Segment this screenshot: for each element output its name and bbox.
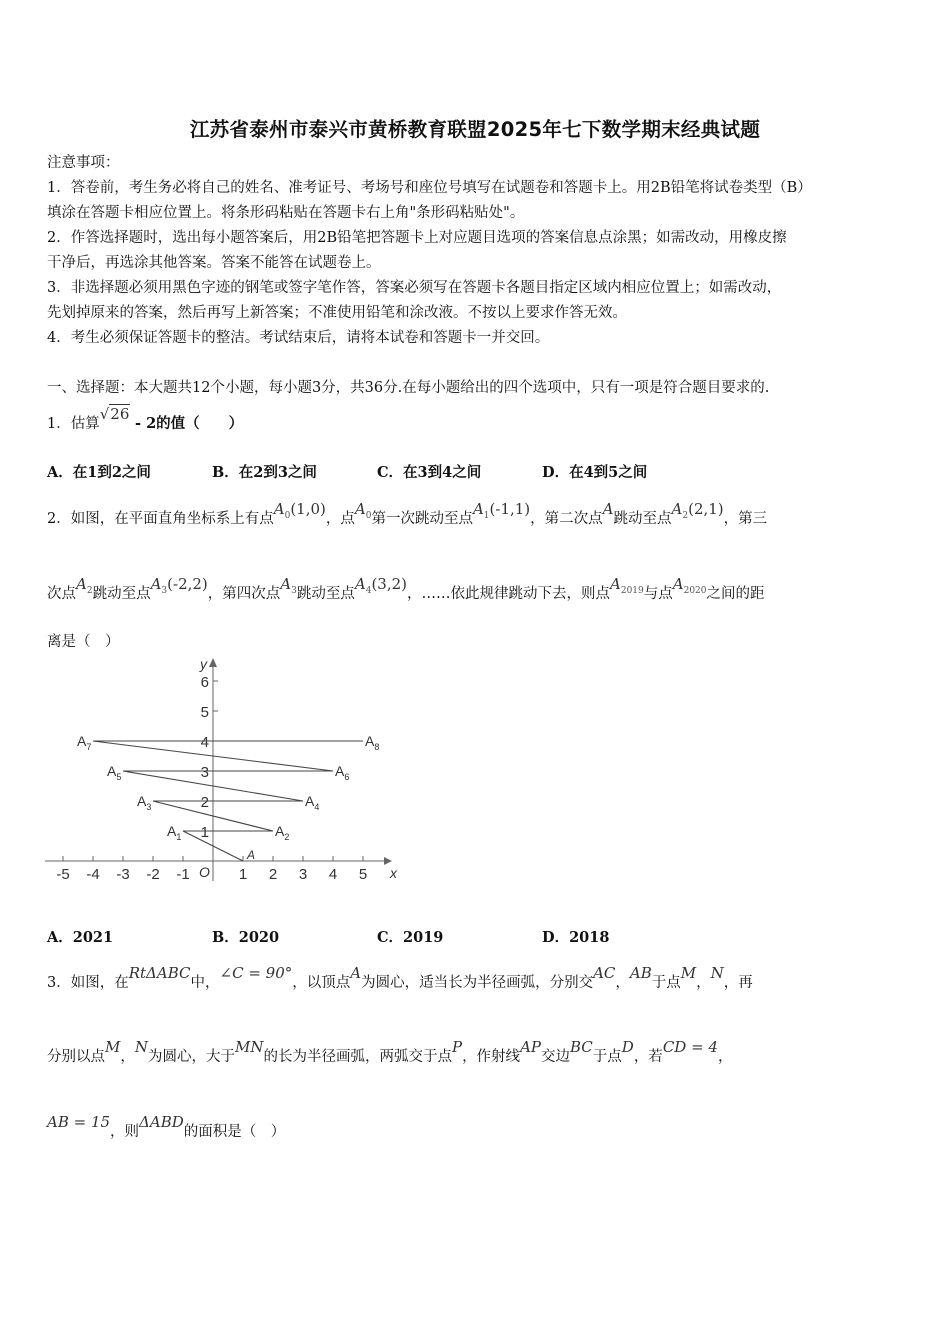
- point-labels: [77, 733, 379, 842]
- q3-text: 为圆心，适当长为半径画弧，分别交: [361, 975, 594, 991]
- q3-text: 的长为半径画弧，两弧交于点: [263, 1049, 452, 1065]
- q2-text: ，第四次点: [207, 586, 281, 602]
- x-tick-label: -2: [146, 866, 160, 883]
- math-letter: A: [472, 500, 484, 518]
- math-expr: AC: [593, 964, 616, 982]
- page-title: 江苏省泰州市泰兴市黄桥教育联盟2025年七下数学期末经典试题: [189, 118, 761, 141]
- math-expr: AB: [629, 964, 652, 982]
- q2-text: 跳动至点: [92, 586, 151, 602]
- math-subscript: 1: [483, 511, 490, 521]
- q2-text: 跳动至点: [613, 511, 672, 527]
- math-subscript: 2: [682, 511, 689, 521]
- math-coords: (2,1): [688, 500, 724, 518]
- math-coords: (1,0): [290, 500, 326, 518]
- q1-prefix: 1．估算: [47, 416, 100, 432]
- notice-line: 2．作答选择题时，选出每小题答案后，用2B铅笔把答题卡上对应题目选项的答案信息点涂黑；如需改动，用橡皮擦: [47, 230, 787, 246]
- sqrt-radicand: 26: [110, 405, 130, 423]
- q2-text: ，……依此规律跳动下去，则点: [407, 586, 611, 602]
- q3-text: ，: [120, 1049, 135, 1065]
- point-letter: A: [77, 733, 87, 749]
- notice-line: 4．考生必须保证答题卡的整洁。考试结束后，请将本试卷和答题卡一并交回。: [47, 330, 550, 346]
- q3-text: 交边: [541, 1049, 570, 1065]
- point-a-label: A: [247, 848, 256, 862]
- math-point: [354, 575, 408, 596]
- question-2-line-3: 离是（ ）: [47, 634, 120, 650]
- coordinate-figure: [40, 656, 400, 888]
- q3-text: 中，: [190, 975, 220, 991]
- y-axis-arrow: [209, 658, 217, 667]
- math-point: [150, 575, 208, 596]
- q1-option-c[interactable]: C．在3到4之间: [377, 464, 482, 481]
- math-point: [672, 575, 707, 596]
- q3-text: 于点: [651, 975, 681, 991]
- point-letter: A: [365, 733, 375, 749]
- math-expr: RtΔABC: [128, 964, 191, 982]
- math-point: [610, 575, 644, 596]
- notice-heading: 注意事项：: [47, 155, 120, 171]
- q3-text: 的面积是（ ）: [183, 1124, 286, 1140]
- math-subscript: 0: [365, 511, 372, 521]
- point-label: [137, 793, 151, 812]
- point-letter: A: [107, 763, 117, 779]
- q2-text: ，点: [325, 511, 355, 527]
- y-tick-label: 3: [200, 764, 209, 781]
- point-subscript: 8: [374, 742, 380, 752]
- point-label: [305, 793, 319, 812]
- point-letter: A: [275, 823, 285, 839]
- q2-text: 第一次跳动至点: [371, 511, 473, 527]
- question-1: [47, 405, 907, 434]
- y-tick-label: 2: [200, 794, 209, 811]
- math-coords: (3,2): [371, 575, 408, 593]
- math-letter: A: [672, 575, 684, 593]
- y-tick-label: 1: [200, 824, 209, 841]
- math-letter: A: [610, 575, 621, 593]
- math-expr: N: [710, 964, 724, 982]
- q3-text: ，: [615, 975, 630, 991]
- origin-label: O: [199, 864, 210, 880]
- q2-option-a[interactable]: A．2021: [47, 929, 114, 946]
- point-subscript: 1: [176, 832, 182, 842]
- q2-text: ，第二次点: [530, 511, 603, 527]
- q2-option-c[interactable]: C．2019: [377, 929, 444, 946]
- q2-text: 2．如图，在平面直角坐标系上有点: [47, 511, 274, 527]
- x-tick-label: 3: [298, 866, 308, 883]
- x-tick-label: -3: [116, 866, 130, 883]
- q3-text: 为圆心，大于: [147, 1049, 235, 1065]
- math-expr: BC: [570, 1038, 593, 1056]
- point-subscript: 6: [344, 772, 350, 782]
- math-letter: A: [354, 575, 366, 593]
- point-subscript: 7: [86, 742, 92, 752]
- sqrt-expression: √26: [99, 405, 130, 423]
- q1-option-a[interactable]: A．在1到2之间: [47, 464, 151, 481]
- question-3-line-1: [47, 964, 907, 993]
- x-tick-label: -1: [176, 866, 190, 883]
- figure-axes: [45, 656, 398, 881]
- figure-ticks: [56, 674, 367, 883]
- q2-text: 与点: [643, 586, 673, 602]
- math-expr: ∠C = 90°: [219, 964, 293, 982]
- x-tick-label: 1: [238, 866, 248, 883]
- q3-text: ，则: [110, 1124, 140, 1140]
- y-axis-label: y: [200, 656, 207, 672]
- math-point: [472, 500, 531, 521]
- q3-text: ，: [717, 1049, 733, 1065]
- q3-text: 于点: [592, 1049, 622, 1065]
- x-tick-label: 5: [358, 866, 368, 883]
- notice-line: 填涂在答题卡相应位置上。将条形码粘贴在答题卡右上角"条形码粘贴处"。: [47, 205, 525, 221]
- notice-line: 1．答卷前，考生务必将自己的姓名、准考证号、考场号和座位号填写在试题卷和答题卡上。用2B铅笔将试卷类型（B）: [47, 180, 812, 196]
- math-letter: A: [354, 500, 366, 518]
- math-expr: M: [105, 1038, 121, 1056]
- question-2-line-1: [47, 500, 907, 531]
- question-3-line-2: [47, 1038, 907, 1067]
- q2-text: 次点: [47, 586, 76, 602]
- math-subscript: 2020: [683, 586, 707, 596]
- math-subscript: 3: [161, 586, 168, 596]
- math-expr: N: [134, 1038, 148, 1056]
- point-label: [167, 823, 181, 842]
- q1-option-d[interactable]: D．在4到5之间: [542, 464, 648, 481]
- math-point: [671, 500, 724, 521]
- math-subscript: 2: [86, 586, 93, 596]
- point-subscript: 5: [116, 772, 122, 782]
- q1-option-b[interactable]: B．在2到3之间: [212, 464, 317, 481]
- point-label: [275, 823, 289, 842]
- q2-option-b[interactable]: B．2020: [212, 929, 280, 946]
- math-expr: M: [680, 964, 697, 982]
- point-letter: A: [167, 823, 177, 839]
- math-expr: ΔABD: [139, 1113, 184, 1131]
- point-label: [107, 763, 121, 782]
- math-point: [76, 575, 93, 596]
- point-label: [77, 733, 91, 752]
- question-2-line-2: [47, 575, 907, 606]
- q3-text: ，若: [633, 1049, 663, 1065]
- math-expr: D: [621, 1038, 634, 1056]
- math-subscript: 3: [291, 586, 297, 596]
- math-letter: A: [76, 575, 87, 593]
- math-point: [280, 575, 297, 596]
- y-tick-label: 6: [200, 674, 209, 691]
- jump-path: [93, 741, 363, 861]
- question-3-line-3: [47, 1113, 907, 1142]
- q3-text: ，作射线: [462, 1049, 521, 1065]
- math-letter: A: [671, 500, 683, 518]
- math-subscript: 0: [284, 511, 291, 521]
- math-expr: A: [350, 964, 362, 982]
- q3-text: 分别以点: [47, 1049, 105, 1065]
- q3-text: 3．如图，在: [47, 975, 129, 991]
- notice-line: 3．非选择题必须用黑色字迹的钢笔或签字笔作答，答案必须写在答题卡各题目指定区域内相应位置上；如需改动，: [47, 280, 782, 296]
- q2-text: ，第三: [723, 511, 768, 527]
- q2-text: 跳动至点: [296, 586, 355, 602]
- x-tick-label: -4: [86, 866, 100, 883]
- section-heading: 一、选择题：本大题共12个小题，每小题3分，共36分.在每小题给出的四个选项中，只有一项是符合题目要求的.: [47, 380, 770, 396]
- point-subscript: 4: [314, 802, 320, 812]
- point-letter: A: [305, 793, 315, 809]
- q2-option-d[interactable]: D．2018: [542, 929, 610, 946]
- math-coords: (-1,1): [489, 500, 531, 518]
- math-coords: (-2,2): [167, 575, 208, 593]
- math-expr: MN: [234, 1038, 264, 1056]
- q3-text: ，: [696, 975, 711, 991]
- x-tick-label: -5: [56, 866, 70, 883]
- point-label: [365, 733, 379, 752]
- math-point: [603, 500, 614, 518]
- q1-suffix: - 2的值（ ）: [135, 415, 244, 432]
- notice-line: 干净后，再选涂其他答案。答案不能答在试题卷上。: [47, 255, 381, 271]
- math-letter: A: [150, 575, 162, 593]
- point-letter: A: [137, 793, 147, 809]
- math-letter: A: [273, 500, 285, 518]
- notice-line: 先划掉原来的答案，然后再写上新答案；不准使用铅笔和涂改液。不按以上要求作答无效。: [47, 305, 627, 321]
- x-axis-arrow: [384, 857, 392, 865]
- math-subscript: 4: [365, 586, 372, 596]
- point-label: [335, 763, 349, 782]
- point-subscript: 2: [284, 832, 290, 842]
- x-axis-label: x: [390, 865, 397, 881]
- math-letter: A: [280, 575, 292, 593]
- math-expr: CD = 4: [662, 1038, 718, 1056]
- point-letter: A: [335, 763, 345, 779]
- x-tick-label: 4: [328, 866, 338, 883]
- x-tick-label: 2: [268, 866, 278, 883]
- y-tick-label: 5: [200, 704, 209, 721]
- point-subscript: 3: [146, 802, 152, 812]
- math-subscript: 2019: [620, 586, 644, 596]
- math-expr: AP: [520, 1038, 541, 1056]
- math-expr: AB = 15: [47, 1113, 111, 1131]
- math-expr: P: [451, 1038, 463, 1056]
- q3-text: ，以顶点: [292, 975, 351, 991]
- y-tick-label: 4: [200, 734, 209, 751]
- math-point: [273, 500, 326, 521]
- math-letter: A: [602, 500, 614, 518]
- q3-text: ，再: [723, 975, 753, 991]
- math-point: [354, 500, 372, 521]
- q2-text: 之间的距: [706, 586, 765, 602]
